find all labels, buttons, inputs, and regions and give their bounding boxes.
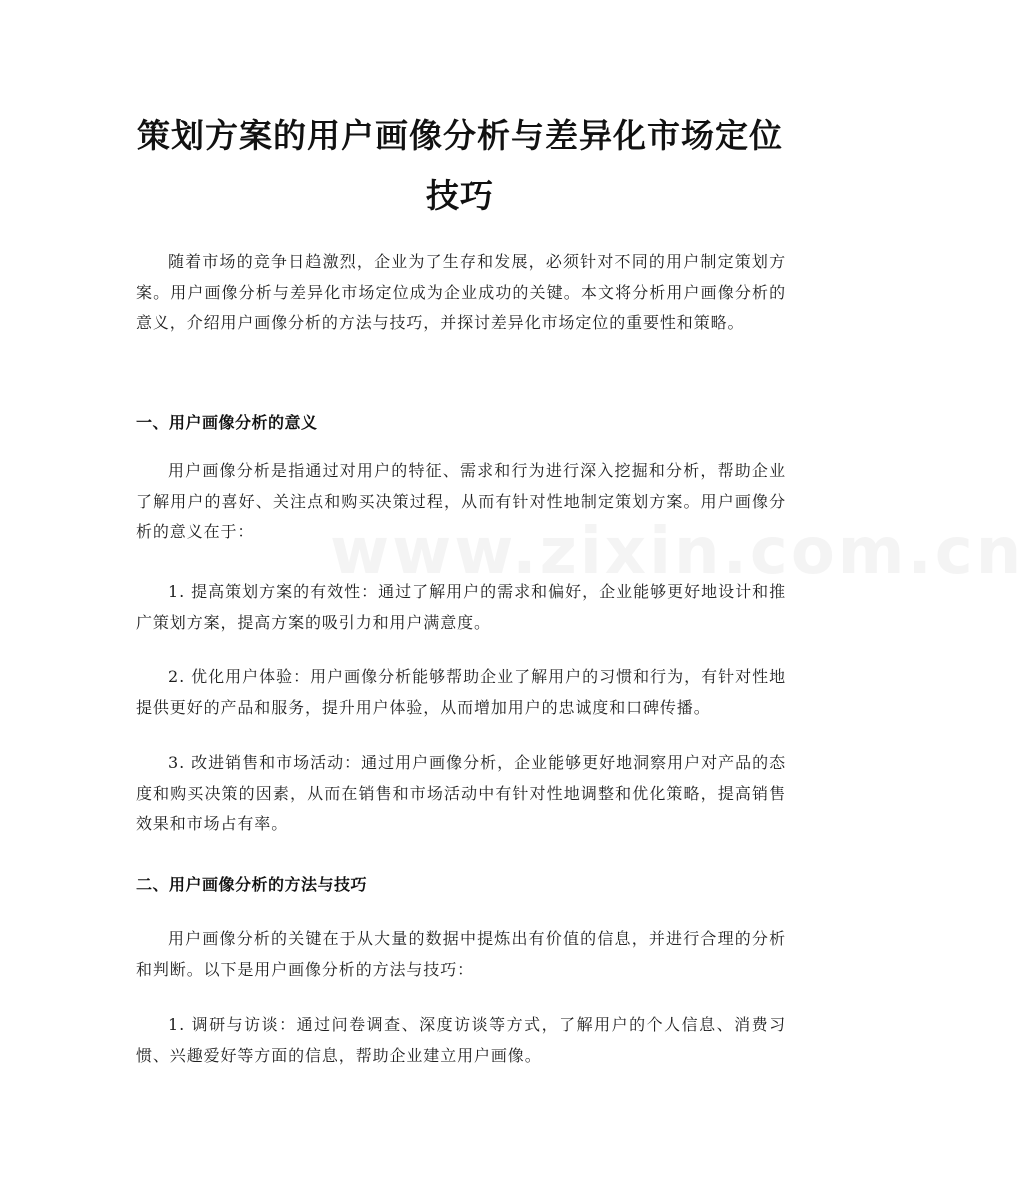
section-1-item-2: 2. 优化用户体验：用户画像分析能够帮助企业了解用户的习惯和行为，有针对性地提供更好的产品和服务，提升用户体验，从而增加用户的忠诚度和口碑传播。	[136, 667, 786, 717]
title-line-1: 策划方案的用户画像分析与差异化市场定位	[137, 116, 783, 155]
section-1-heading: 一、用户画像分析的意义	[136, 413, 318, 432]
section-1-item-3: 3. 改进销售和市场活动：通过用户画像分析，企业能够更好地洞察用户对产品的态度和购买决策的因素，从而在销售和市场活动中有针对性地调整和优化策略，提高销售效果和市场占有率。	[136, 753, 786, 833]
intro-paragraph: 随着市场的竞争日趋激烈，企业为了生存和发展，必须针对不同的用户制定策划方案。用户画像分析与差异化市场定位成为企业成功的关键。本文将分析用户画像分析的意义，介绍用户画像分析的方法与技巧，并探讨差异化市场定位的重要性和策略。	[136, 252, 786, 332]
section-2-paragraph: 用户画像分析的关键在于从大量的数据中提炼出有价值的信息，并进行合理的分析和判断。以下是用户画像分析的方法与技巧：	[136, 929, 786, 979]
section-1-item-1: 1. 提高策划方案的有效性：通过了解用户的需求和偏好，企业能够更好地设计和推广策划方案，提高方案的吸引力和用户满意度。	[136, 582, 786, 632]
watermark-text: www.zixin.com.cn	[330, 515, 1024, 589]
title-line-2: 技巧	[426, 176, 494, 215]
section-2-item-1: 1. 调研与访谈：通过问卷调查、深度访谈等方式，了解用户的个人信息、消费习惯、兴趣爱好等方面的信息，帮助企业建立用户画像。	[136, 1015, 786, 1065]
section-2-heading: 二、用户画像分析的方法与技巧	[136, 875, 368, 894]
document-title	[110, 106, 810, 226]
section-1-paragraph: 用户画像分析是指通过对用户的特征、需求和行为进行深入挖掘和分析，帮助企业了解用户的喜好、关注点和购买决策过程，从而有针对性地制定策划方案。用户画像分析的意义在于：	[136, 461, 786, 541]
